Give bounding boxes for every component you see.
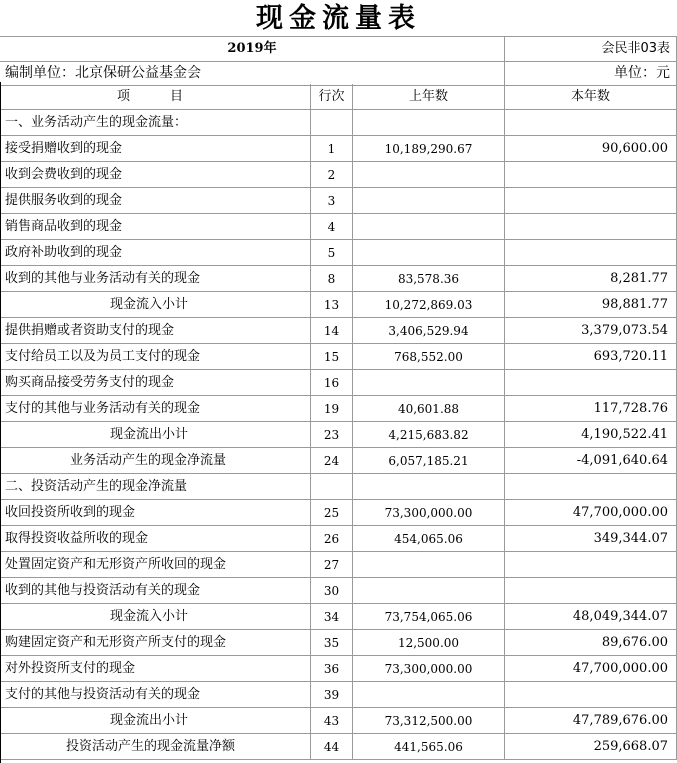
org-label: 编制单位：北京保研公益基金会 bbox=[0, 60, 505, 86]
header-line: 行次 bbox=[311, 84, 353, 110]
table-row bbox=[0, 292, 677, 318]
row-item: 提供捐赠或者资助支付的现金 bbox=[0, 318, 311, 344]
table-row bbox=[0, 422, 677, 448]
row-line-number: 34 bbox=[311, 604, 353, 630]
row-curr-year-amount: 90,600.00 bbox=[505, 136, 677, 162]
row-line-number: 25 bbox=[311, 500, 353, 526]
row-line-number: 26 bbox=[311, 526, 353, 552]
table-row bbox=[0, 526, 677, 552]
row-item: 收回投资所收到的现金 bbox=[0, 500, 311, 526]
row-line-number: 44 bbox=[311, 734, 353, 760]
row-item: 支付的其他与投资活动有关的现金 bbox=[0, 682, 311, 708]
row-prev-year-amount: 768,552.00 bbox=[353, 344, 505, 370]
row-prev-year-amount: 454,065.06 bbox=[353, 526, 505, 552]
row-line-number: 4 bbox=[311, 214, 353, 240]
row-curr-year-amount: 117,728.76 bbox=[505, 396, 677, 422]
row-prev-year-amount bbox=[353, 682, 505, 708]
row-line-number: 16 bbox=[311, 370, 353, 396]
row-item: 支付的其他与业务活动有关的现金 bbox=[0, 396, 311, 422]
row-item: 二、投资活动产生的现金净流量 bbox=[0, 474, 311, 500]
row-prev-year-amount: 40,601.88 bbox=[353, 396, 505, 422]
row-item: 支付给员工以及为员工支付的现金 bbox=[0, 344, 311, 370]
row-prev-year-amount: 441,565.06 bbox=[353, 734, 505, 760]
row-item: 一、业务活动产生的现金流量： bbox=[0, 110, 311, 136]
row-prev-year-amount: 3,406,529.94 bbox=[353, 318, 505, 344]
table-row bbox=[0, 734, 677, 760]
table-row bbox=[0, 682, 677, 708]
table-row bbox=[0, 708, 677, 734]
row-curr-year-amount: 3,379,073.54 bbox=[505, 318, 677, 344]
row-curr-year-amount: 4,190,522.41 bbox=[505, 422, 677, 448]
org-row bbox=[0, 60, 677, 86]
row-prev-year-amount: 73,300,000.00 bbox=[353, 500, 505, 526]
row-line-number bbox=[311, 110, 353, 136]
row-curr-year-amount bbox=[505, 370, 677, 396]
row-line-number: 39 bbox=[311, 682, 353, 708]
table-row bbox=[0, 344, 677, 370]
row-item: 现金流入小计 bbox=[0, 292, 311, 318]
row-item: 接受捐赠收到的现金 bbox=[0, 136, 311, 162]
row-prev-year-amount: 73,300,000.00 bbox=[353, 656, 505, 682]
row-line-number: 14 bbox=[311, 318, 353, 344]
year-row bbox=[0, 36, 677, 62]
row-curr-year-amount bbox=[505, 240, 677, 266]
row-line-number bbox=[311, 474, 353, 500]
row-curr-year-amount: 48,049,344.07 bbox=[505, 604, 677, 630]
row-curr-year-amount: 349,344.07 bbox=[505, 526, 677, 552]
unit-label: 单位：元 bbox=[505, 60, 677, 86]
row-prev-year-amount bbox=[353, 474, 505, 500]
row-line-number: 19 bbox=[311, 396, 353, 422]
row-curr-year-amount bbox=[505, 474, 677, 500]
row-item: 对外投资所支付的现金 bbox=[0, 656, 311, 682]
table-row bbox=[0, 266, 677, 292]
table-row bbox=[0, 474, 677, 500]
row-line-number: 2 bbox=[311, 162, 353, 188]
row-prev-year-amount bbox=[353, 110, 505, 136]
row-curr-year-amount bbox=[505, 188, 677, 214]
row-prev-year-amount: 83,578.36 bbox=[353, 266, 505, 292]
table-header bbox=[0, 84, 677, 110]
row-item: 收到的其他与业务活动有关的现金 bbox=[0, 266, 311, 292]
table-row bbox=[0, 552, 677, 578]
row-prev-year-amount: 10,272,869.03 bbox=[353, 292, 505, 318]
row-item: 提供服务收到的现金 bbox=[0, 188, 311, 214]
row-curr-year-amount: 89,676.00 bbox=[505, 630, 677, 656]
form-code: 会民非03表 bbox=[505, 36, 677, 62]
row-curr-year-amount bbox=[505, 552, 677, 578]
row-curr-year-amount: 8,281.77 bbox=[505, 266, 677, 292]
table-row bbox=[0, 370, 677, 396]
row-line-number: 30 bbox=[311, 578, 353, 604]
table-row bbox=[0, 136, 677, 162]
row-line-number: 15 bbox=[311, 344, 353, 370]
row-prev-year-amount bbox=[353, 240, 505, 266]
row-curr-year-amount: 47,789,676.00 bbox=[505, 708, 677, 734]
row-curr-year-amount: -4,091,640.64 bbox=[505, 448, 677, 474]
table-left-border bbox=[0, 82, 1, 763]
row-prev-year-amount: 10,189,290.67 bbox=[353, 136, 505, 162]
row-curr-year-amount: 47,700,000.00 bbox=[505, 500, 677, 526]
row-line-number: 27 bbox=[311, 552, 353, 578]
row-item: 业务活动产生的现金净流量 bbox=[0, 448, 311, 474]
row-line-number: 35 bbox=[311, 630, 353, 656]
row-prev-year-amount: 4,215,683.82 bbox=[353, 422, 505, 448]
row-curr-year-amount bbox=[505, 578, 677, 604]
row-line-number: 43 bbox=[311, 708, 353, 734]
row-prev-year-amount: 73,312,500.00 bbox=[353, 708, 505, 734]
row-prev-year-amount bbox=[353, 162, 505, 188]
table-row bbox=[0, 396, 677, 422]
row-item: 处置固定资产和无形资产所收回的现金 bbox=[0, 552, 311, 578]
row-curr-year-amount bbox=[505, 162, 677, 188]
table-row bbox=[0, 162, 677, 188]
row-line-number: 36 bbox=[311, 656, 353, 682]
table-row bbox=[0, 630, 677, 656]
row-curr-year-amount: 693,720.11 bbox=[505, 344, 677, 370]
row-item: 现金流出小计 bbox=[0, 422, 311, 448]
table-row bbox=[0, 110, 677, 136]
row-curr-year-amount: 98,881.77 bbox=[505, 292, 677, 318]
row-item: 政府补助收到的现金 bbox=[0, 240, 311, 266]
table-row bbox=[0, 188, 677, 214]
row-line-number: 5 bbox=[311, 240, 353, 266]
row-curr-year-amount bbox=[505, 682, 677, 708]
table-row bbox=[0, 448, 677, 474]
row-prev-year-amount bbox=[353, 214, 505, 240]
table-row bbox=[0, 578, 677, 604]
row-item: 购建固定资产和无形资产所支付的现金 bbox=[0, 630, 311, 656]
row-prev-year-amount: 73,754,065.06 bbox=[353, 604, 505, 630]
row-curr-year-amount: 259,668.07 bbox=[505, 734, 677, 760]
report-title: 现金流量表 bbox=[256, 3, 421, 34]
row-line-number: 13 bbox=[311, 292, 353, 318]
row-prev-year-amount bbox=[353, 578, 505, 604]
row-item: 取得投资收益所收的现金 bbox=[0, 526, 311, 552]
table-row bbox=[0, 318, 677, 344]
header-prev-year: 上年数 bbox=[353, 84, 505, 110]
row-item: 销售商品收到的现金 bbox=[0, 214, 311, 240]
table-row bbox=[0, 500, 677, 526]
row-line-number: 3 bbox=[311, 188, 353, 214]
row-line-number: 8 bbox=[311, 266, 353, 292]
row-curr-year-amount: 47,700,000.00 bbox=[505, 656, 677, 682]
table-row bbox=[0, 656, 677, 682]
table-row bbox=[0, 604, 677, 630]
report-year: 2019年 bbox=[0, 36, 505, 62]
row-item: 购买商品接受劳务支付的现金 bbox=[0, 370, 311, 396]
row-item: 收到的其他与投资活动有关的现金 bbox=[0, 578, 311, 604]
row-line-number: 1 bbox=[311, 136, 353, 162]
row-line-number: 23 bbox=[311, 422, 353, 448]
row-line-number: 24 bbox=[311, 448, 353, 474]
row-prev-year-amount bbox=[353, 552, 505, 578]
row-curr-year-amount bbox=[505, 110, 677, 136]
row-prev-year-amount bbox=[353, 188, 505, 214]
row-prev-year-amount bbox=[353, 370, 505, 396]
header-item: 项目 bbox=[0, 84, 311, 110]
row-item: 收到会费收到的现金 bbox=[0, 162, 311, 188]
row-item: 投资活动产生的现金流量净额 bbox=[0, 734, 311, 760]
row-item: 现金流出小计 bbox=[0, 708, 311, 734]
table-row bbox=[0, 214, 677, 240]
row-curr-year-amount bbox=[505, 214, 677, 240]
table-row bbox=[0, 240, 677, 266]
row-prev-year-amount: 6,057,185.21 bbox=[353, 448, 505, 474]
row-prev-year-amount: 12,500.00 bbox=[353, 630, 505, 656]
row-item: 现金流入小计 bbox=[0, 604, 311, 630]
header-curr-year: 本年数 bbox=[505, 84, 677, 110]
